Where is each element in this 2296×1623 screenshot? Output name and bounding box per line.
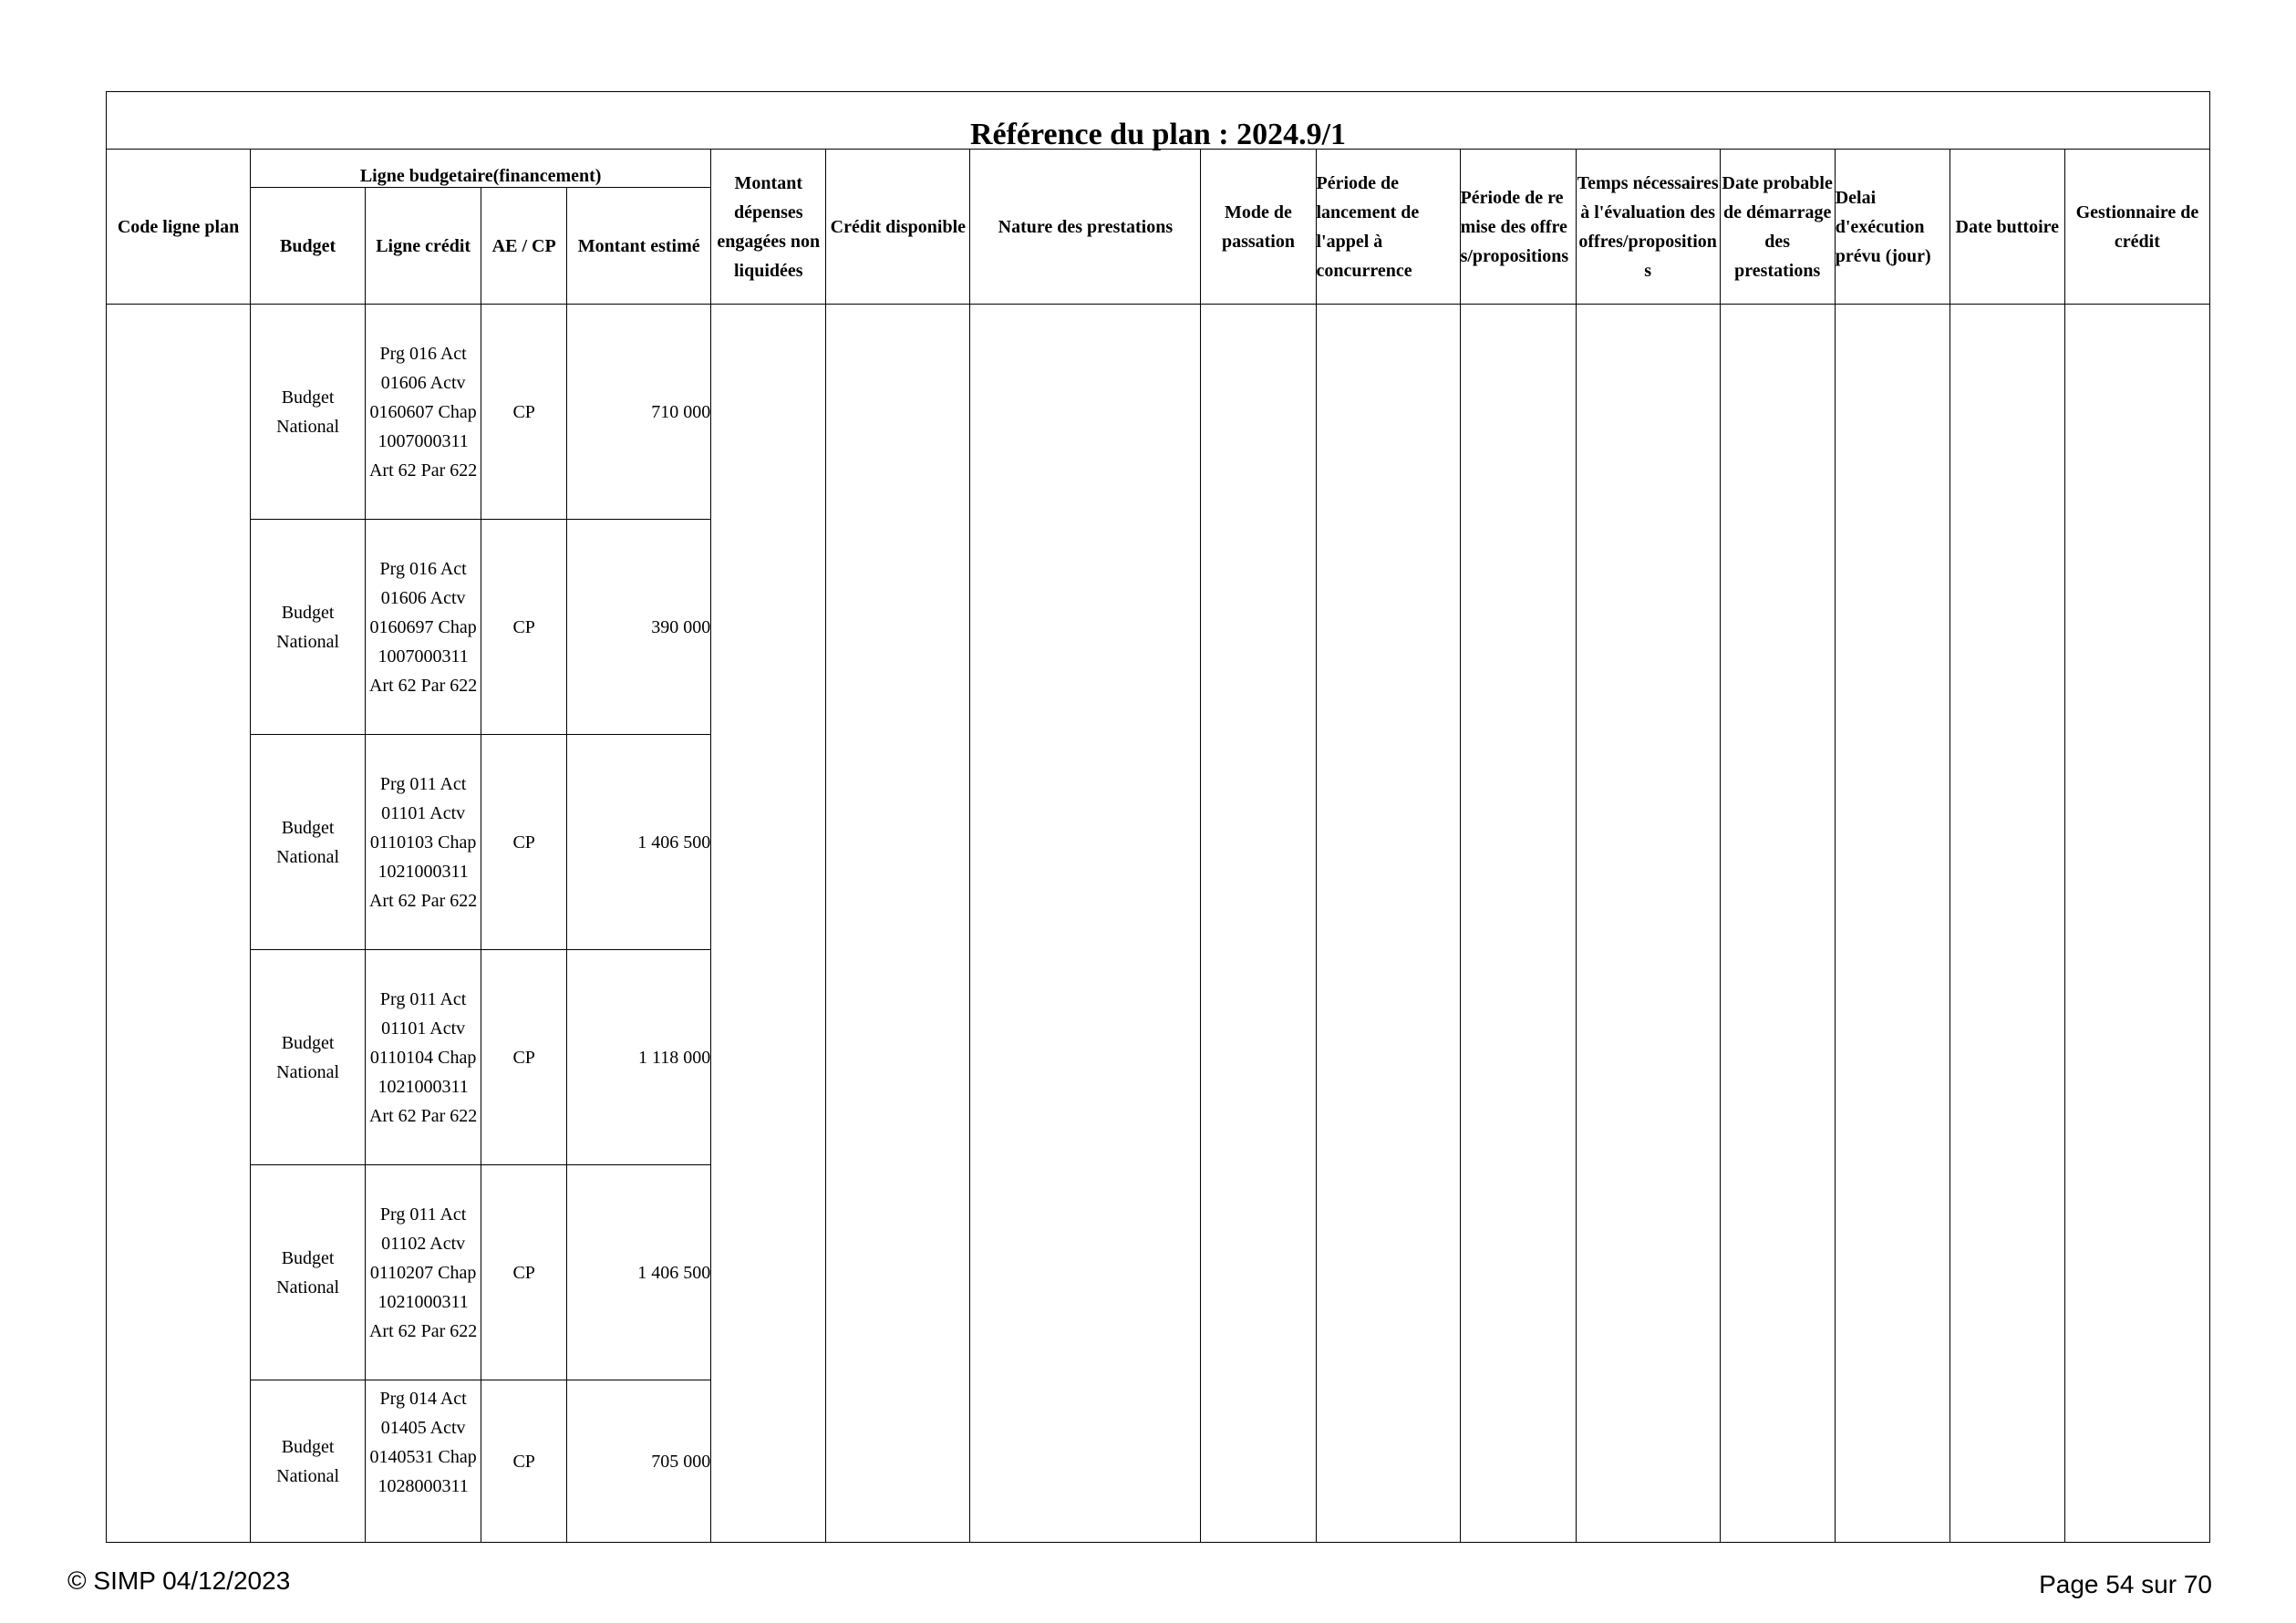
ae-cp-cell: CP [481, 950, 567, 1165]
header-gestionnaire: Gestionnaire de crédit [2064, 150, 2209, 305]
header-ligne-credit: Ligne crédit [366, 188, 481, 305]
header-code-ligne-plan: Code ligne plan [107, 150, 251, 305]
header-montant-estime: Montant estimé [567, 188, 711, 305]
plan-reference-title: Référence du plan : 2024.9/1 [107, 92, 2210, 150]
header-temps-evaluation: Temps nécessaires à l'évaluation des offres/propositions [1576, 150, 1720, 305]
header-delai-execution: Delai d'exécution prévu (jour) [1835, 150, 1950, 305]
ae-cp-cell: CP [481, 735, 567, 950]
footer-page-number: Page 54 sur 70 [2039, 1570, 2212, 1598]
ligne-credit-cell: Prg 014 Act 01405 Actv 0140531 Chap 1028000311 [366, 1380, 481, 1543]
date-buttoire-cell [1950, 305, 2064, 1543]
header-ligne-budgetaire: Ligne budgetaire(financement) [251, 150, 711, 188]
header-date-buttoire: Date buttoire [1950, 150, 2064, 305]
header-nature-prestations: Nature des prestations [970, 150, 1201, 305]
nature-prestations-cell [970, 305, 1201, 1543]
table-row [107, 305, 2210, 520]
header-credit-disponible: Crédit disponible [826, 150, 970, 305]
budget-cell: Budget National [251, 950, 366, 1165]
periode-lancement-cell [1316, 305, 1460, 1543]
gestionnaire-cell [2064, 305, 2209, 1543]
header-periode-lancement: Période de lancement de l'appel à concurrence [1316, 150, 1460, 305]
code-ligne-plan-cell [107, 305, 251, 1543]
ae-cp-cell: CP [481, 520, 567, 735]
ligne-credit-cell: Prg 011 Act 01101 Actv 0110104 Chap 1021000311 Art 62 Par 622 [366, 950, 481, 1165]
ligne-credit-cell: Prg 016 Act 01606 Actv 0160697 Chap 1007000311 Art 62 Par 622 [366, 520, 481, 735]
ligne-credit-cell: Prg 016 Act 01606 Actv 0160607 Chap 1007000311 Art 62 Par 622 [366, 305, 481, 520]
temps-evaluation-cell [1576, 305, 1720, 1543]
ligne-credit-cell: Prg 011 Act 01101 Actv 0110103 Chap 1021000311 Art 62 Par 622 [366, 735, 481, 950]
ligne-credit-cell: Prg 011 Act 01102 Actv 0110207 Chap 1021000311 Art 62 Par 622 [366, 1165, 481, 1380]
budget-cell: Budget National [251, 305, 366, 520]
header-budget: Budget [251, 188, 366, 305]
delai-execution-cell [1835, 305, 1950, 1543]
footer-copyright: © SIMP 04/12/2023 [67, 1566, 291, 1595]
montant-estime-cell: 710 000 [567, 305, 711, 520]
procurement-plan-table [106, 91, 2210, 1543]
montant-depenses-cell [711, 305, 826, 1543]
mode-passation-cell [1201, 305, 1316, 1543]
montant-estime-cell: 705 000 [567, 1380, 711, 1543]
header-mode-passation: Mode de passation [1201, 150, 1316, 305]
budget-cell: Budget National [251, 735, 366, 950]
ae-cp-cell: CP [481, 1165, 567, 1380]
budget-cell: Budget National [251, 1165, 366, 1380]
credit-disponible-cell [826, 305, 970, 1543]
montant-estime-cell: 390 000 [567, 520, 711, 735]
ae-cp-cell: CP [481, 1380, 567, 1543]
header-date-demarrage: Date probable de démarrage des prestations [1720, 150, 1835, 305]
montant-estime-cell: 1 406 500 [567, 735, 711, 950]
periode-remise-cell [1460, 305, 1576, 1543]
header-periode-remise: Période de remise des offres/propositions [1460, 150, 1576, 305]
montant-estime-cell: 1 118 000 [567, 950, 711, 1165]
date-demarrage-cell [1720, 305, 1835, 1543]
budget-cell: Budget National [251, 520, 366, 735]
montant-estime-cell: 1 406 500 [567, 1165, 711, 1380]
header-ae-cp: AE / CP [481, 188, 567, 305]
ae-cp-cell: CP [481, 305, 567, 520]
budget-cell: Budget National [251, 1380, 366, 1543]
header-montant-depenses: Montant dépenses engagées non liquidées [711, 150, 826, 305]
